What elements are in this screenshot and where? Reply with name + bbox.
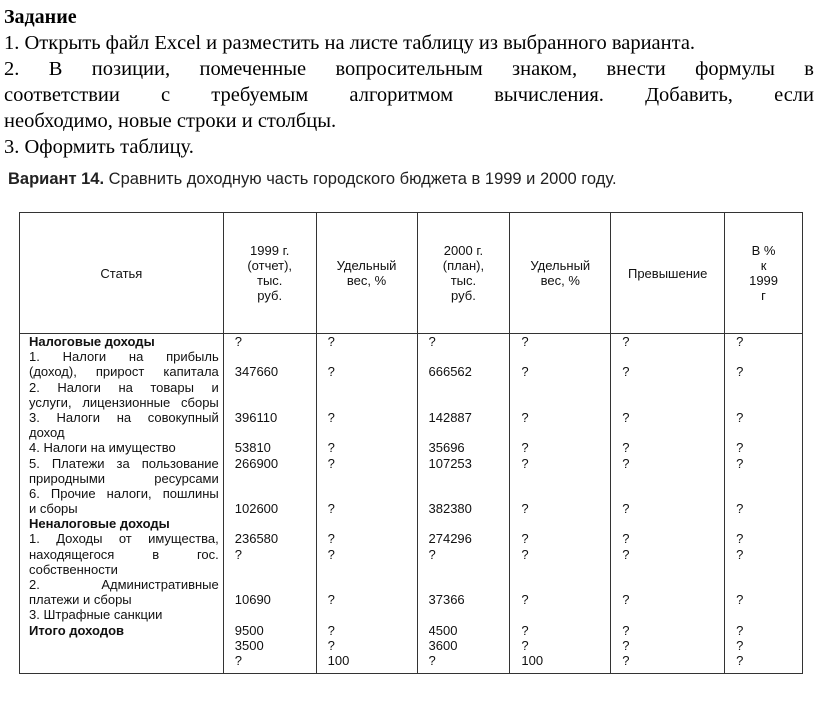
- table-cell: [622, 577, 724, 592]
- table-cell: ?: [521, 501, 529, 517]
- column-header-4: [417, 213, 510, 334]
- item-name-line: 3. Штрафные санкции: [29, 607, 163, 623]
- item-name-line: платежи и сборы: [29, 592, 132, 608]
- item-name-line: и сборы: [29, 501, 78, 517]
- table-cell: [429, 516, 510, 531]
- task-line-2: 2. В позиции, помеченные вопросительным знаком, внести формулы в: [4, 58, 814, 80]
- table-cell: [736, 395, 802, 410]
- column-header-line: Статья: [100, 265, 143, 281]
- table-cell: [429, 577, 510, 592]
- table-cell: [235, 471, 316, 486]
- table-cell: ?: [736, 501, 744, 517]
- table-cell: ?: [521, 622, 529, 638]
- table-cell: ?: [622, 592, 630, 608]
- table-cell: [429, 486, 510, 501]
- table-cell: [235, 380, 316, 395]
- table-cell: ?: [327, 501, 335, 517]
- table-cell: [328, 577, 417, 592]
- table-cell: [521, 562, 610, 577]
- table-cell: ?: [428, 546, 436, 562]
- table-cell: ?: [736, 531, 744, 547]
- table-cell: ?: [736, 546, 744, 562]
- value-column-7: [725, 334, 803, 674]
- value-column-3: [316, 334, 417, 674]
- table-cell: 266900: [234, 455, 279, 471]
- table-cell: 382380: [428, 501, 472, 517]
- table-cell: 107253: [428, 455, 472, 471]
- table-cell: ?: [736, 364, 744, 380]
- table-cell: ?: [327, 364, 335, 380]
- table-cell: ?: [521, 546, 529, 562]
- item-name-line: находящегося в гос.: [29, 546, 219, 562]
- table-cell: [622, 607, 724, 622]
- table-cell: [328, 395, 417, 410]
- table-cell: ?: [736, 622, 744, 638]
- item-name-line: 3. Налоги на совокупный: [29, 409, 219, 425]
- table-cell: 9500: [234, 622, 264, 638]
- column-header-line: к: [760, 258, 767, 273]
- table-cell: [736, 349, 802, 364]
- column-header-line: 1999: [749, 273, 779, 288]
- table-cell: [235, 486, 316, 501]
- section-heading: Неналоговые доходы: [29, 516, 170, 532]
- table-cell: ?: [327, 592, 335, 608]
- table-cell: [521, 380, 610, 395]
- table-cell: [736, 471, 802, 486]
- table-cell: [328, 349, 417, 364]
- table-cell: ?: [736, 455, 744, 471]
- table-cell: [429, 380, 510, 395]
- table-cell: ?: [327, 622, 335, 638]
- table-cell: ?: [736, 334, 744, 349]
- table-cell: [736, 607, 802, 622]
- column-header-line: тыс.: [450, 273, 477, 288]
- table-cell: [622, 486, 724, 501]
- table-cell: ?: [736, 440, 744, 456]
- table-cell: [429, 395, 510, 410]
- table-cell: 236580: [234, 531, 279, 547]
- table-cell: ?: [327, 637, 335, 653]
- table-cell: [429, 425, 510, 440]
- variant-caption: [8, 170, 617, 189]
- table-cell: ?: [327, 531, 335, 547]
- table-cell: ?: [622, 546, 630, 562]
- table-cell: [622, 425, 724, 440]
- table-cell: [521, 425, 610, 440]
- table-cell: ?: [327, 334, 335, 349]
- table-cell: [736, 562, 802, 577]
- column-header-1: [20, 213, 224, 334]
- table-cell: [736, 486, 802, 501]
- table-cell: ?: [622, 409, 630, 425]
- table-cell: [736, 516, 802, 531]
- table-cell: ?: [521, 455, 529, 471]
- task-line-5: 3. Оформить таблицу.: [4, 136, 194, 158]
- item-name-line: 5. Платежи за пользование: [29, 455, 219, 471]
- table-cell: [429, 349, 510, 364]
- table-cell: 35696: [428, 440, 465, 456]
- item-name-line: природными ресурсами: [29, 470, 219, 486]
- column-header-line: В %: [751, 243, 776, 258]
- table-cell: ?: [622, 622, 630, 638]
- column-header-line: Удельный: [530, 258, 591, 273]
- table-cell: [429, 562, 510, 577]
- table-cell: [328, 425, 417, 440]
- table-cell: ?: [327, 546, 335, 562]
- table-cell: [622, 349, 724, 364]
- table-cell: [521, 486, 610, 501]
- column-header-line: руб.: [257, 288, 283, 303]
- item-name-line: 1. Доходы от имущества,: [29, 531, 219, 547]
- table-cell: [521, 395, 610, 410]
- column-header-7: [725, 213, 803, 334]
- table-cell: ?: [521, 531, 529, 547]
- table-header-row: [20, 213, 803, 334]
- table-cell: ?: [622, 501, 630, 517]
- table-cell: [235, 349, 316, 364]
- table-cell: [622, 471, 724, 486]
- table-cell: [328, 516, 417, 531]
- table-cell: [521, 471, 610, 486]
- table-cell: 4500: [428, 622, 458, 638]
- table-cell: 3600: [428, 637, 458, 653]
- section-heading: Налоговые доходы: [29, 334, 155, 349]
- table-cell: ?: [736, 592, 744, 608]
- table-cell: [521, 607, 610, 622]
- table-cell: ?: [327, 455, 335, 471]
- column-header-line: руб.: [451, 288, 476, 303]
- table-cell: ?: [327, 409, 335, 425]
- table-cell: 100: [327, 652, 350, 668]
- item-name-line: 2. Административные: [29, 577, 219, 592]
- item-name-line: услуги, лицензионные сборы: [29, 394, 219, 410]
- column-header-2: [223, 213, 316, 334]
- table-cell: ?: [521, 637, 529, 653]
- table-cell: [235, 577, 316, 592]
- table-cell: 396110: [234, 409, 278, 425]
- table-cell: [328, 562, 417, 577]
- column-header-line: 2000 г.: [443, 243, 484, 258]
- table-cell: [235, 562, 316, 577]
- table-cell: ?: [234, 334, 242, 349]
- item-name-line: 2. Налоги на товары и: [29, 379, 219, 395]
- table-cell: ?: [622, 364, 630, 380]
- variant-text: Сравнить доходную часть городского бюджета в 1999 и 2000 году.: [104, 170, 617, 188]
- value-column-6: [611, 334, 725, 674]
- task-title: Задание: [4, 6, 77, 28]
- table-cell: ?: [521, 409, 529, 425]
- column-header-line: Превышение: [627, 265, 708, 281]
- value-column-2: [223, 334, 316, 674]
- table-cell: ?: [327, 440, 335, 456]
- item-name-line: 1. Налоги на прибыль: [29, 349, 219, 365]
- table-cell: [429, 471, 510, 486]
- table-cell: 347660: [234, 364, 279, 380]
- value-column-5: [510, 334, 611, 674]
- table-cell: 102600: [234, 501, 279, 517]
- table-body-row: [20, 334, 803, 674]
- table-cell: ?: [736, 409, 744, 425]
- table-cell: 666562: [428, 364, 472, 380]
- table-cell: 142887: [428, 409, 472, 425]
- table-cell: [235, 425, 316, 440]
- variant-label: Вариант 14.: [8, 170, 105, 188]
- table-cell: ?: [622, 652, 630, 668]
- table-cell: [622, 380, 724, 395]
- table-cell: [328, 471, 417, 486]
- table-cell: [429, 607, 510, 622]
- column-header-5: [510, 213, 611, 334]
- table-cell: [235, 607, 316, 622]
- column-header-line: (отчет),: [247, 258, 293, 273]
- column-header-line: вес, %: [540, 273, 580, 288]
- task-line-3: соответствии с требуемым алгоритмом вычисления. Добавить, если: [4, 84, 814, 106]
- table-cell: [328, 486, 417, 501]
- table-cell: 37366: [428, 592, 465, 608]
- item-name-line: (доход), прирост капитала: [29, 364, 219, 380]
- column-header-line: 1999 г.: [250, 243, 290, 258]
- column-header-line: Удельный: [336, 258, 397, 273]
- table-cell: 53810: [234, 440, 271, 456]
- table-cell: ?: [622, 334, 630, 349]
- table-cell: [235, 516, 316, 531]
- table-cell: [736, 577, 802, 592]
- table-cell: [328, 607, 417, 622]
- task-line-4: необходимо, новые строки и столбцы.: [4, 110, 337, 132]
- table-cell: ?: [234, 546, 242, 562]
- table-cell: 10690: [234, 592, 271, 608]
- table-cell: [622, 562, 724, 577]
- column-header-6: [611, 213, 725, 334]
- value-column-4: [417, 334, 510, 674]
- table-cell: ?: [428, 334, 436, 349]
- table-cell: 274296: [428, 531, 472, 547]
- table-cell: ?: [521, 364, 529, 380]
- table-cell: [521, 516, 610, 531]
- table-cell: [328, 380, 417, 395]
- task-line-1: 1. Открыть файл Excel и разместить на листе таблицу из выбранного варианта.: [4, 32, 696, 54]
- table-cell: ?: [736, 652, 744, 668]
- table-cell: ?: [622, 455, 630, 471]
- table-cell: [521, 349, 610, 364]
- table-cell: ?: [428, 652, 436, 668]
- column-header-line: тыс.: [256, 273, 283, 288]
- table-cell: 100: [521, 652, 544, 668]
- budget-table: [19, 212, 803, 674]
- table-cell: [235, 395, 316, 410]
- table-cell: ?: [521, 334, 529, 349]
- item-name-line: 6. Прочие налоги, пошлины: [29, 485, 219, 501]
- column-header-3: [316, 213, 417, 334]
- column-header-line: вес, %: [346, 273, 387, 288]
- table-cell: ?: [521, 592, 529, 608]
- column-header-line: (план),: [442, 258, 485, 273]
- table-cell: ?: [622, 531, 630, 547]
- table-cell: [736, 425, 802, 440]
- item-name-line: собственности: [29, 561, 118, 577]
- table-cell: [521, 577, 610, 592]
- table-cell: [622, 395, 724, 410]
- section-heading: Итого доходов: [29, 622, 125, 638]
- column-header-line: г: [761, 288, 766, 303]
- table-cell: 3500: [234, 637, 264, 653]
- table-cell: ?: [736, 637, 744, 653]
- table-cell: ?: [234, 652, 242, 668]
- item-name-column: [20, 334, 224, 674]
- table-cell: ?: [521, 440, 529, 456]
- item-name-line: доход: [29, 425, 65, 441]
- task-block: [4, 4, 814, 160]
- table-cell: [622, 516, 724, 531]
- table-cell: ?: [622, 440, 630, 456]
- item-name-line: 4. Налоги на имущество: [29, 440, 176, 456]
- table-cell: ?: [622, 637, 630, 653]
- table-cell: [736, 380, 802, 395]
